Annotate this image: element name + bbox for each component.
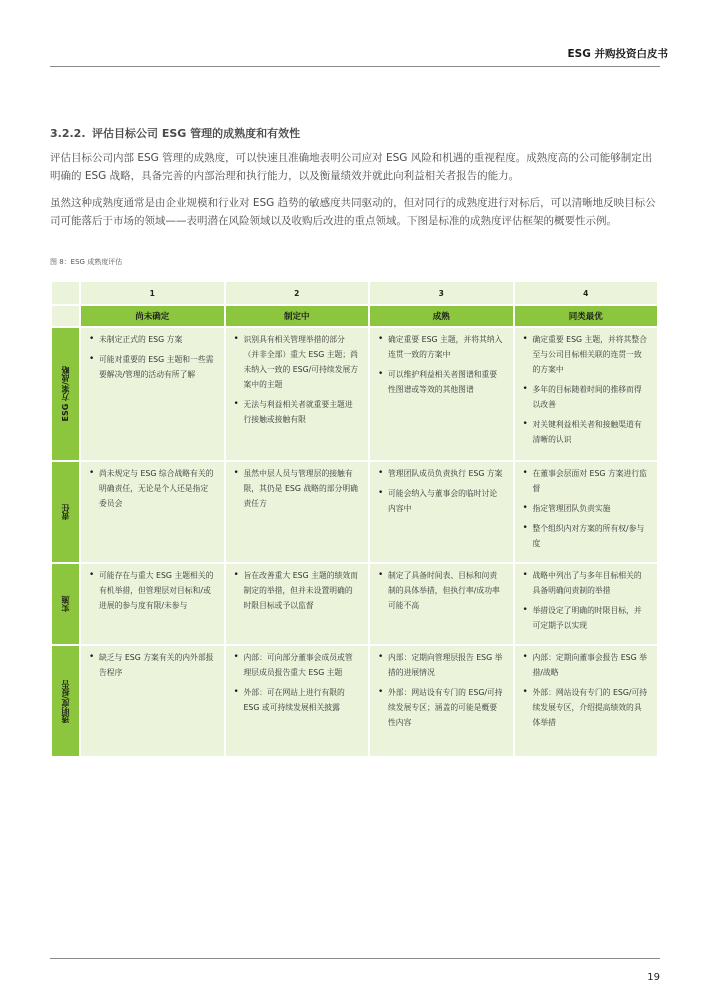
- bullet-item: • 旨在改善重大 ESG 主题的绩效而制定的举措，但并未设置明确的时限目标或予以监督: [234, 568, 361, 613]
- row-header: [52, 646, 79, 756]
- page-number: 19: [647, 972, 660, 983]
- level-number: 4: [515, 282, 658, 304]
- table-cell: [370, 462, 513, 562]
- table-cell: [81, 462, 224, 562]
- row-header-label: 实施: [61, 596, 70, 612]
- paragraph-1: 评估目标公司内部 ESG 管理的成熟度，可以快速且准确地表明公司应对 ESG 风险和机遇的重视程度。成熟度高的公司能够制定出明确的 ESG 战略，具备完善的内部治理和执行能力，以及衡量绩效并就此向利益相关者报告的能力。: [50, 152, 653, 182]
- bullet-item: • 对关键利益相关者和接触渠道有清晰的认识: [523, 417, 650, 447]
- bullet-list: [370, 462, 513, 527]
- bullet-list: [515, 646, 658, 741]
- bullet-list: [370, 646, 513, 741]
- bullet-list: [226, 462, 369, 522]
- level-number-row: [52, 282, 657, 304]
- level-number: 1: [81, 282, 224, 304]
- level-name: 成熟: [370, 306, 513, 326]
- bullet-item: • 整个组织内对方案的所有权/参与度: [523, 521, 650, 551]
- bullet-item: • 在董事会层面对 ESG 方案进行监督: [523, 466, 650, 496]
- header-divider: [50, 66, 660, 67]
- table-cell: [226, 564, 369, 644]
- bullet-item: • 外部：网站设有专门的 ESG/可持续发展专区；涵盖的可能是概要性内容: [378, 685, 505, 730]
- section-title: 评估目标公司 ESG 管理的成熟度和有效性: [92, 127, 301, 140]
- bullet-item: • 识别具有相关管理举措的部分（并非全部）重大 ESG 主题；尚未纳入一致的 ESG/可持续发展方案中的主题: [234, 332, 361, 392]
- bullet-list: [226, 328, 369, 438]
- corner-cell: [52, 282, 79, 304]
- bullet-list: [81, 564, 224, 624]
- bullet-item: • 无法与利益相关者就重要主题进行接触或接触有限: [234, 397, 361, 427]
- bullet-item: • 内部：可向部分董事会成员或管理层成员报告重大 ESG 主题: [234, 650, 361, 680]
- maturity-table: [50, 280, 659, 758]
- table-row: [52, 564, 657, 644]
- level-number: 2: [226, 282, 369, 304]
- level-number: 3: [370, 282, 513, 304]
- footer-divider: [50, 958, 660, 959]
- bullet-item: • 战略中列出了与多年目标相关的具备明确问责制的举措: [523, 568, 650, 598]
- table-cell: [515, 564, 658, 644]
- table-cell: [81, 564, 224, 644]
- bullet-list: [81, 462, 224, 522]
- bullet-item: • 指定管理团队负责实施: [523, 501, 650, 516]
- bullet-item: • 内部：定期向董事会报告 ESG 举措/战略: [523, 650, 650, 680]
- table-cell: [81, 646, 224, 756]
- bullet-list: [370, 564, 513, 624]
- level-name-row: [52, 306, 657, 326]
- row-header: [52, 564, 79, 644]
- bullet-item: • 管理团队成员负责执行 ESG 方案: [378, 466, 505, 481]
- figure-caption: 图 8：ESG 成熟度评估: [50, 258, 123, 266]
- table-cell: [81, 328, 224, 460]
- bullet-item: • 可能对重要的 ESG 主题和一些需要解决/管理的活动有所了解: [89, 352, 216, 382]
- bullet-list: [515, 564, 658, 644]
- bullet-list: [515, 328, 658, 458]
- bullet-list: [226, 564, 369, 624]
- bullet-item: • 外部：网站设有专门的 ESG/可持续发展专区，介绍提高绩效的具体举措: [523, 685, 650, 730]
- table-body: [52, 328, 657, 756]
- table-row: [52, 462, 657, 562]
- bullet-item: • 内部：定期向管理层报告 ESG 举措的进展情况: [378, 650, 505, 680]
- row-header: [52, 328, 79, 460]
- row-header-label: ESG 方案/战略: [61, 366, 70, 422]
- corner-cell: [52, 306, 79, 326]
- row-header-label: 责任: [61, 504, 70, 520]
- bullet-item: • 确定重要 ESG 主题，并将其纳入连贯一致的方案中: [378, 332, 505, 362]
- bullet-item: • 可能存在与重大 ESG 主题相关的有机举措，但管理层对目标和/或进展的参与度有限/未参与: [89, 568, 216, 613]
- table-cell: [370, 328, 513, 460]
- paragraph-2: 虽然这种成熟度通常是由企业规模和行业对 ESG 趋势的敏感度共同驱动的，但对同行的成熟度进行对标后，可以清晰地反映目标公司可能落后于市场的领域——表明潜在风险领域以及收购后改进的重点领域。下图是标准的成熟度评估框架的概要性示例。: [50, 197, 656, 227]
- table-cell: [226, 462, 369, 562]
- bullet-item: • 虽然中层人员与管理层的接触有限，其仍是 ESG 战略的部分明确责任方: [234, 466, 361, 511]
- table-cell: [515, 646, 658, 756]
- row-header: [52, 462, 79, 562]
- table-row: [52, 328, 657, 460]
- bullet-list: [515, 462, 658, 562]
- level-name: 制定中: [226, 306, 369, 326]
- bullet-list: [81, 646, 224, 691]
- bullet-list: [226, 646, 369, 726]
- table-cell: [370, 646, 513, 756]
- bullet-item: • 缺乏与 ESG 方案有关的内外部报告程序: [89, 650, 216, 680]
- table-cell: [370, 564, 513, 644]
- section-heading: [50, 125, 300, 141]
- bullet-item: • 确定重要 ESG 主题，并将其整合至与公司目标相关联的连贯一致的方案中: [523, 332, 650, 377]
- bullet-item: • 多年的目标随着时间的推移而得以改善: [523, 382, 650, 412]
- level-name: 尚未确定: [81, 306, 224, 326]
- row-header-label: 透明度/报告: [61, 679, 70, 723]
- bullet-item: • 举措设定了明确的时限目标，并可定期予以实现: [523, 603, 650, 633]
- table-cell: [515, 462, 658, 562]
- bullet-list: [370, 328, 513, 408]
- table-cell: [226, 328, 369, 460]
- table-row: [52, 646, 657, 756]
- bullet-item: • 可能会纳入与董事会的临时讨论内容中: [378, 486, 505, 516]
- bullet-item: • 外部：可在网站上进行有限的 ESG 或可持续发展相关披露: [234, 685, 361, 715]
- bullet-item: • 可以维护利益相关者图谱和重要性图谱或等效的其他图谱: [378, 367, 505, 397]
- bullet-item: • 尚未规定与 ESG 综合战略有关的明确责任，无论是个人还是指定委员会: [89, 466, 216, 511]
- bullet-list: [81, 328, 224, 393]
- section-number: 3.2.2.: [50, 127, 86, 140]
- table-cell: [515, 328, 658, 460]
- bullet-item: • 制定了具备时间表、目标和问责制的具体举措，但执行率/成功率可能不高: [378, 568, 505, 613]
- bullet-item: • 未制定正式的 ESG 方案: [89, 332, 216, 347]
- level-name: 同类最优: [515, 306, 658, 326]
- table-cell: [226, 646, 369, 756]
- header-title: ESG 并购投资白皮书: [567, 48, 668, 60]
